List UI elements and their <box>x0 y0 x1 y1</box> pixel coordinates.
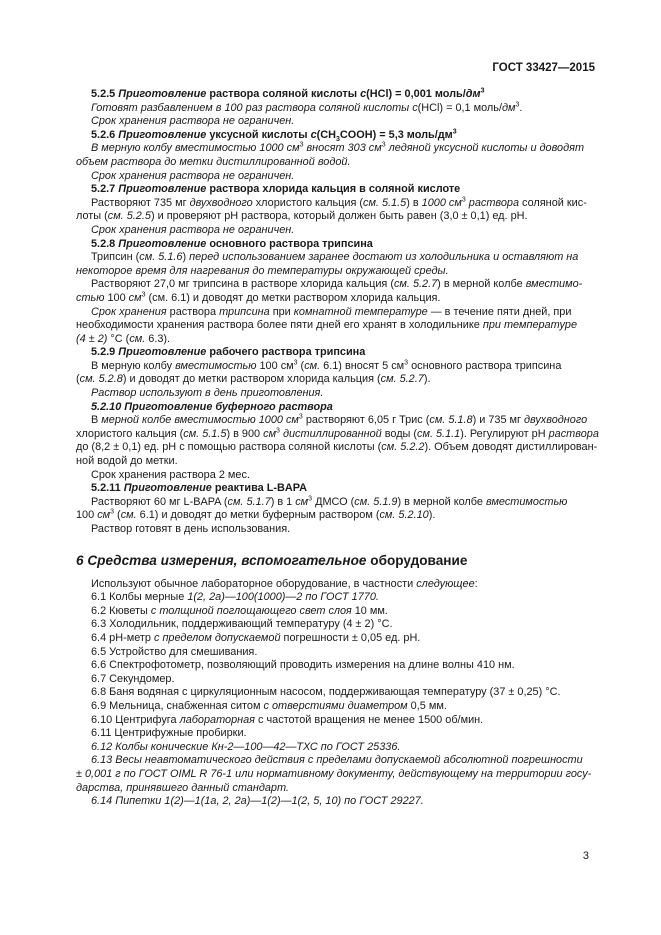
text-line <box>76 251 582 265</box>
text-segment: ). <box>423 373 431 386</box>
text-segment: 3 <box>298 413 303 421</box>
text-line <box>76 141 585 156</box>
text-segment: 5.2.8 <box>91 237 119 250</box>
text-segment: лоты ( <box>76 210 108 223</box>
text-segment: см. <box>129 332 146 345</box>
text-line <box>76 265 582 279</box>
text-segment: 5.2.11 <box>91 482 124 495</box>
text-segment: с пределом допускаемой <box>153 631 281 644</box>
text-segment: см. 5.2.5 <box>107 210 151 223</box>
text-segment: 3 <box>515 100 520 108</box>
text-line <box>76 224 582 238</box>
text-line <box>76 578 582 592</box>
text-segment: (HCl) = 0,001 моль/ <box>366 88 466 100</box>
text-line <box>76 605 582 619</box>
text-segment: ) и 735 мг <box>472 414 525 427</box>
text-line <box>76 441 598 455</box>
text-segment: реактива L-BAPA <box>211 482 308 495</box>
text-segment: 5.2.7 <box>91 183 119 196</box>
text-segment: ± 0,001 г по ГОСТ OIML R 76-1 или нормативному документу, действующему на территории госу- <box>76 767 592 780</box>
text-segment: Раствор используют в день приготовления. <box>91 387 324 400</box>
text-segment: Срок хранения раствора не ограничен. <box>91 115 295 128</box>
text-segment: Приготовление <box>118 128 207 141</box>
text-line <box>76 387 582 401</box>
text-segment: 6.1) вносят 5 см <box>320 359 405 372</box>
text-segment: 6.5 Устройство для смешивания. <box>91 645 258 658</box>
text-segment: воды ( <box>381 427 418 440</box>
text-line <box>76 618 582 632</box>
text-segment: °C ( <box>107 332 130 345</box>
text-segment: 3 <box>461 196 466 204</box>
text-segment: — в течение пяти дней, при <box>427 305 572 318</box>
text-segment: рабочего раствора трипсина <box>206 346 366 359</box>
text-line <box>76 523 582 537</box>
text-line <box>76 591 582 605</box>
text-segment: ( <box>114 509 121 522</box>
text-segment: см. 5.1.5 <box>363 196 407 209</box>
text-line <box>76 115 582 129</box>
text-segment: Раствор готовят в день использования. <box>91 523 291 535</box>
text-line <box>76 700 582 714</box>
text-segment: 6.13 Весы неавтоматического действия с пределами допускаемой абсолютной погрешности <box>91 754 583 767</box>
text-line <box>76 455 582 469</box>
text-segment: объем раствора до метки дистиллированной водой. <box>76 155 351 168</box>
text-segment: 3 <box>110 508 115 516</box>
text-segment: лабораторная <box>179 713 256 726</box>
text-segment: 10 мм. <box>351 604 388 617</box>
text-segment: Растворяют 735 мг <box>91 196 190 209</box>
text-segment: раствора <box>166 305 220 318</box>
text-segment: соляной кис- <box>519 196 587 209</box>
text-segment: см <box>295 495 309 508</box>
subsection-heading <box>76 346 582 360</box>
text-segment: 3 <box>299 141 304 149</box>
text-segment: (CH <box>316 128 337 141</box>
text-segment: см. 5.2.7 <box>393 278 438 291</box>
text-segment: (HCl) = 0,1 моль/ <box>417 101 502 114</box>
subsection-heading <box>76 482 582 496</box>
text-segment: 6.1) и доводят до метки буферным раствором ( <box>136 509 380 522</box>
text-segment: см. 5.1.8 <box>429 414 473 427</box>
text-segment: 5.2.10 Приготовление буферного раствора <box>91 400 333 413</box>
text-segment: см. 5.2.7 <box>380 373 424 386</box>
text-segment: с частотой вращения не менее 1500 об/мин. <box>255 713 484 726</box>
subsection-heading <box>76 88 582 102</box>
text-segment: уксусной кислоты <box>206 128 311 141</box>
text-line <box>76 632 582 646</box>
text-segment: ( <box>297 359 305 372</box>
text-segment: основного раствора трипсина <box>206 237 373 250</box>
text-segment: дм <box>501 101 516 114</box>
text-segment: ) в <box>406 196 422 209</box>
text-segment: 3 <box>452 128 457 136</box>
text-segment: c <box>412 101 418 114</box>
subsection-heading <box>76 238 582 252</box>
text-segment: ) в 1 <box>270 495 296 508</box>
text-segment: 6 Средства измерения, вспомогательное <box>76 552 367 568</box>
text-segment: 6.3 Холодильник, поддерживающий температуру (4 ± 2) °C. <box>91 618 393 631</box>
text-line <box>76 673 582 687</box>
text-segment: основного раствора трипсина <box>408 359 562 372</box>
text-segment: при <box>269 305 294 318</box>
text-segment: Приготовление <box>118 346 207 359</box>
text-line <box>76 727 582 741</box>
text-segment: см. <box>120 509 137 522</box>
subsection-heading <box>76 129 582 143</box>
text-line <box>76 292 582 306</box>
text-segment: погрешности ± 0,05 ед. pH. <box>280 631 421 644</box>
text-line <box>76 278 582 292</box>
standard-header: ГОСТ 33427—2015 <box>492 62 595 74</box>
text-segment: 6.2 Кюветы <box>91 604 151 617</box>
text-segment: раствора <box>465 196 520 209</box>
text-line <box>76 509 582 523</box>
text-segment: дарства, принявшего данный стандарт. <box>76 781 289 794</box>
text-segment: раствора хлорида кальция в соляной кислоте <box>206 183 461 196</box>
text-line <box>76 686 582 700</box>
text-segment: ) в мерной колбе <box>397 495 486 508</box>
text-line <box>76 767 592 782</box>
text-line <box>76 741 582 755</box>
text-segment: вместимостью <box>175 359 257 372</box>
text-segment: дистиллированной <box>279 427 382 440</box>
text-segment: c <box>360 88 367 100</box>
text-line <box>76 306 582 320</box>
text-segment: см. 5.2.8 <box>79 373 123 386</box>
text-segment: 3 <box>404 359 409 367</box>
text-line <box>76 170 582 184</box>
text-segment: В мерную колбу вместимостью 1000 см <box>91 142 300 155</box>
text-segment: вместимостью <box>486 495 568 508</box>
text-segment: ) и доводят до метки раствором хлорида кальция ( <box>122 373 381 386</box>
text-segment: 6.14 Пипетки 1(2)—1(1а, 2, 2а)—1(2)—1(2, 5, 10) по ГОСТ 29227. <box>91 795 424 808</box>
text-segment: 6.12 Колбы конические Кн-2—100—42—ТХС по ГОСТ 25336. <box>91 740 401 753</box>
text-line <box>76 646 582 660</box>
text-segment: 5.2.9 <box>91 346 119 359</box>
text-line <box>76 469 582 483</box>
text-segment: Приготовление <box>118 237 207 250</box>
text-segment: Приготовление <box>118 183 207 196</box>
text-segment: 6.9 Мельница, снабженная ситом <box>91 699 264 712</box>
text-segment: ). Регулируют pH <box>460 427 549 440</box>
text-segment: до (8,2 ± 0,1) ед. pH с помощью раствора соляной кислоты ( <box>76 441 382 454</box>
text-segment: 100 <box>76 509 98 522</box>
text-segment: 6.4 pH-метр <box>91 631 154 644</box>
text-segment: 6.7 Секундомер. <box>91 672 175 685</box>
text-segment: . <box>519 101 523 114</box>
text-segment: В <box>91 414 102 427</box>
text-segment: ( <box>76 373 80 386</box>
subsection-heading <box>76 183 582 197</box>
text-segment: трипсина <box>219 305 270 318</box>
text-segment: Приготовление <box>118 88 207 100</box>
text-segment: : <box>474 577 478 590</box>
text-segment: с толщиной поглощающего свет слоя <box>150 604 352 617</box>
text-segment: см. 5.1.6 <box>139 251 183 264</box>
text-line <box>76 319 582 333</box>
text-segment: (4 ± 2) <box>76 332 108 345</box>
text-segment: Готовят разбавлением в 100 раз раствора соляной кислоты <box>91 101 413 114</box>
text-segment: ледяной уксусной кислоты и доводят <box>385 142 585 155</box>
text-segment: см <box>97 509 111 522</box>
text-segment: c <box>310 128 317 141</box>
text-segment: Трипсин ( <box>91 251 140 264</box>
text-segment: ) <box>182 251 190 264</box>
text-line <box>76 360 582 374</box>
text-segment: см <box>128 291 142 304</box>
text-segment: см. 5.2.2 <box>381 441 425 454</box>
text-segment: В мерную колбу <box>91 359 176 372</box>
text-segment: 6.10 Центрифуга <box>91 713 180 726</box>
text-line <box>76 401 582 415</box>
text-segment: 6.1 Колбы мерные <box>91 591 188 604</box>
text-line <box>76 659 582 673</box>
text-line <box>76 333 582 347</box>
section-heading <box>76 552 582 569</box>
text-line <box>76 795 582 809</box>
text-line <box>76 496 582 510</box>
text-segment: двухводного <box>524 414 588 427</box>
text-segment: раствора <box>548 427 599 440</box>
text-segment: Растворяют 60 мг L-BAPA ( <box>91 495 228 508</box>
text-line <box>76 373 582 387</box>
text-segment: ) и проверяют pH раствора, который должен быть равен (3,0 ± 0,1) ед. pH. <box>150 210 528 223</box>
text-segment: следующее <box>416 577 475 590</box>
text-segment: хлористого кальция ( <box>76 427 184 440</box>
document-body <box>76 87 599 809</box>
text-segment: ДМСО ( <box>312 495 355 508</box>
text-line <box>76 102 582 116</box>
text-segment: вместимо- <box>525 278 583 291</box>
text-segment: 100 см <box>256 359 294 372</box>
text-segment: перед использованием заранее достают из холодильника и оставляют на <box>189 251 579 264</box>
text-line <box>76 210 582 224</box>
text-segment: см. 5.1.7 <box>227 495 271 508</box>
text-segment: COOH) = 5,3 моль/дм <box>339 128 453 141</box>
text-segment: ной водой до метки. <box>76 455 178 468</box>
text-segment: Используют обычное лабораторное оборудование, в частности <box>91 577 417 590</box>
text-segment: хлористого кальция ( <box>252 196 363 209</box>
text-segment: стью <box>76 291 105 304</box>
text-segment: см. 5.1.5 <box>183 427 227 440</box>
text-segment: 3 <box>336 135 340 143</box>
text-segment: 0,5 мм. <box>407 699 447 712</box>
text-segment: см. 5.2.10 <box>379 509 429 522</box>
text-line <box>76 413 588 428</box>
text-segment: ). <box>428 509 436 522</box>
text-segment: см <box>263 427 277 440</box>
text-segment: растворяют 6,05 г Трис ( <box>302 414 430 427</box>
text-line <box>76 427 599 442</box>
text-segment: 1(2, 2а)—100(1000)—2 по ГОСТ 1770. <box>187 591 379 604</box>
text-segment: Срок хранения раствора не ограничен. <box>91 223 295 236</box>
text-segment: с отверстиями диаметром <box>263 699 408 712</box>
text-segment: ) в мерной колбе <box>437 278 526 291</box>
text-segment: Приготовление <box>123 482 212 495</box>
text-segment: 3 <box>480 87 485 95</box>
text-segment: 100 <box>104 291 129 304</box>
page-number: 3 <box>582 850 589 862</box>
text-segment: 3 <box>381 141 386 149</box>
text-segment: 1000 см <box>421 196 462 209</box>
text-segment: 5.2.5 <box>91 88 119 100</box>
text-segment: мерной колбе вместимостью 1000 см <box>101 414 299 427</box>
text-segment: 3 <box>308 495 313 503</box>
text-segment: необходимости хранения раствора более пяти дней его хранят в холодильнике <box>76 319 483 332</box>
text-segment: Срок хранения раствора 2 мес. <box>91 468 250 481</box>
text-segment: см. <box>304 359 321 372</box>
text-segment: двухводного <box>189 196 253 209</box>
text-segment: вносят 303 см <box>303 142 382 155</box>
text-segment: 3 <box>141 291 146 299</box>
text-segment: 6.3). <box>145 332 171 345</box>
text-segment: Срок хранения <box>91 305 167 318</box>
text-segment: ) в 900 <box>226 427 264 440</box>
text-line <box>76 754 582 768</box>
text-segment: 6.11 Центрифужные пробирки. <box>91 727 247 740</box>
text-line <box>76 196 587 211</box>
text-line <box>76 156 582 170</box>
text-segment: 3 <box>276 427 280 435</box>
text-segment: некоторое время для нагревания до температуры окружающей среды. <box>76 264 449 277</box>
text-line <box>76 782 582 796</box>
text-segment: 5.2.6 <box>91 128 119 141</box>
text-segment: 6.8 Баня водяная с циркуляционным насосом, поддерживающая температуру (37 ± 0,25) °C. <box>91 686 561 699</box>
text-segment: при температуре <box>482 319 578 332</box>
text-line <box>76 714 582 728</box>
text-segment: дм <box>465 88 481 100</box>
text-segment: Растворяют 27,0 мг трипсина в растворе хлорида кальция ( <box>91 278 394 291</box>
text-segment: ). Объем доводят дистиллирован- <box>424 441 598 454</box>
text-segment: (см. 6.1) и доводят до метки раствором хлорида кальция. <box>145 291 441 304</box>
text-segment: см. 5.1.1 <box>417 427 461 440</box>
text-segment: комнатной температуре <box>293 305 428 318</box>
text-segment: оборудование <box>366 552 468 568</box>
text-segment: Срок хранения раствора не ограничен. <box>91 169 295 182</box>
text-segment: раствора соляной кислоты <box>206 88 361 100</box>
text-segment: см. 5.1.9 <box>354 495 398 508</box>
text-segment: 3 <box>293 359 298 367</box>
text-segment: 6.6 Спектрофотометр, позволяющий проводить измерения на длине волны 410 нм. <box>91 659 515 672</box>
